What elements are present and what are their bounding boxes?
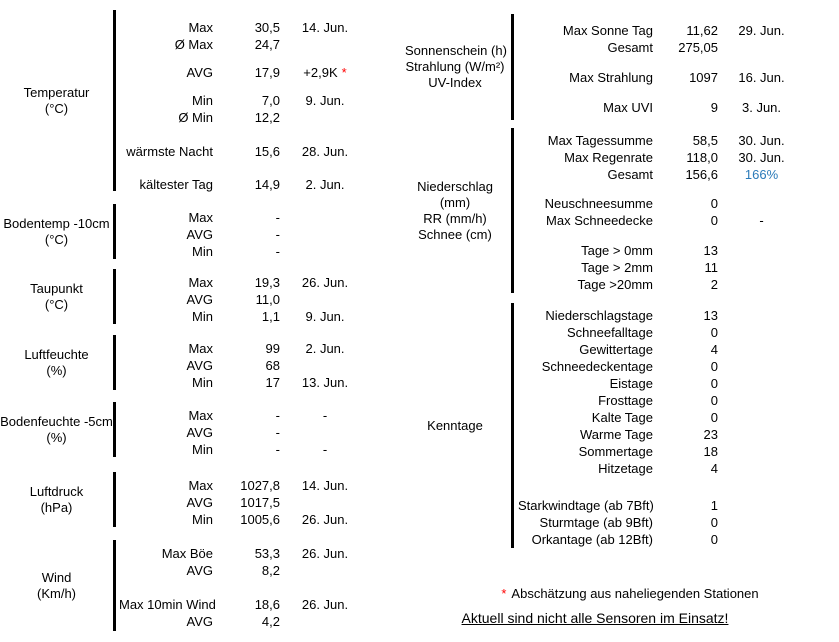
row-date (280, 64, 370, 81)
row-label: Ø Max (174, 37, 213, 52)
row-label: Sturmtage (ab 9Bft) (539, 515, 653, 530)
row-date: 30. Jun. (738, 150, 785, 165)
row-label: Niederschlagstage (545, 308, 653, 323)
row-value: 58,5 (692, 133, 718, 148)
row-label: Gesamt (607, 40, 653, 55)
row-value: 2 (710, 277, 718, 292)
row-date (280, 357, 370, 374)
row-value: - (275, 227, 280, 242)
row-value: 1027,8 (240, 478, 280, 493)
table-row (119, 226, 370, 243)
row-label: AVG (186, 495, 213, 510)
table-row (518, 409, 718, 426)
section-title-2: Strahlung (W/m²) (405, 59, 505, 74)
row-value: 30,5 (254, 20, 280, 35)
section-divider (511, 303, 514, 548)
table-row (119, 562, 370, 579)
row-value: 13 (703, 243, 718, 258)
row-date-text: 28. Jun. (301, 144, 349, 159)
row-label: Max (188, 341, 213, 356)
row-value: 99 (265, 341, 280, 356)
section-divider (113, 10, 116, 191)
table-row (119, 494, 370, 511)
table-row (119, 511, 370, 528)
niederschlag-label (405, 128, 505, 293)
section-unit: (%) (46, 362, 67, 378)
section-unit: (°C) (44, 296, 69, 312)
taupunkt-section (0, 269, 375, 324)
table-row (119, 36, 370, 53)
row-date-text: +2,9K (303, 65, 338, 80)
table-row (119, 109, 370, 126)
section-divider (113, 540, 116, 631)
row-label: Max (188, 478, 213, 493)
row-date: 3. Jun. (741, 100, 782, 115)
row-label: AVG (186, 292, 213, 307)
bodenfeuchte-label (0, 402, 113, 457)
table-row (119, 596, 370, 613)
row-date: 14. Jun. (301, 478, 349, 493)
table-row (119, 308, 370, 325)
row-date (280, 209, 370, 226)
row-value: 1,1 (261, 309, 280, 324)
table-row (518, 99, 805, 116)
niederschlag-rows (518, 132, 805, 293)
section-unit: (°C) (44, 100, 69, 116)
section-divider (511, 128, 514, 293)
row-value: 0 (710, 393, 718, 408)
row-date (280, 226, 370, 243)
niederschlag-section (405, 128, 815, 293)
row-value: - (275, 442, 280, 457)
bodenfeuchte-section (0, 402, 375, 457)
row-value: 1 (710, 498, 718, 513)
row-label: AVG (186, 227, 213, 242)
kenntage-label (405, 303, 505, 548)
row-date (718, 242, 805, 259)
row-date: 30. Jun. (738, 133, 785, 148)
row-date-text: 14. Jun. (301, 20, 349, 35)
row-value: 1017,5 (240, 495, 280, 510)
footnote-text: Abschätzung aus naheliegenden Stationen (511, 586, 759, 601)
bodentemp-section (0, 204, 375, 259)
section-title-3: UV-Index (428, 75, 482, 90)
row-date (280, 291, 370, 308)
row-date: 9. Jun. (305, 309, 345, 324)
section-unit: (%) (46, 429, 67, 445)
row-value: 13 (703, 308, 718, 323)
row-date: - (322, 408, 328, 423)
row-label: Min (192, 309, 213, 324)
table-row (119, 374, 370, 391)
wind-rows (119, 545, 370, 630)
row-label: Gewittertage (579, 342, 653, 357)
table-row (119, 19, 370, 36)
row-date: 166% (744, 167, 779, 182)
row-value: - (275, 408, 280, 423)
row-value: 19,3 (254, 275, 280, 290)
sensor-warning: Aktuell sind nicht alle Sensoren im Einsatz! (461, 610, 729, 626)
row-value: 11,62 (686, 23, 718, 38)
section-title: Niederschlag (417, 178, 493, 194)
table-row (518, 39, 805, 56)
row-label: Tage > 2mm (581, 260, 653, 275)
section-title: Taupunkt (30, 280, 83, 296)
table-row (518, 212, 805, 229)
row-date-text: 2. Jun. (305, 177, 345, 192)
temperatur-section (0, 10, 375, 191)
row-label: Max Böe (161, 546, 213, 561)
row-date: 26. Jun. (301, 597, 349, 612)
row-label: Frosttage (598, 393, 653, 408)
section-title: Luftfeuchte (24, 346, 89, 362)
row-date: 26. Jun. (301, 512, 349, 527)
kenntage-section (405, 303, 815, 548)
row-value: 15,6 (254, 144, 280, 159)
taupunkt-rows (119, 274, 370, 325)
row-label: Neuschneesumme (544, 196, 653, 211)
table-row (119, 424, 370, 441)
row-label: Max Schneedecke (546, 213, 653, 228)
row-label: AVG (186, 563, 213, 578)
row-label: AVG (186, 65, 213, 80)
row-date (280, 143, 370, 160)
row-date (280, 92, 370, 109)
row-date (280, 243, 370, 260)
row-value: 0 (710, 376, 718, 391)
table-row (119, 357, 370, 374)
luftfeuchte-rows (119, 340, 370, 391)
row-label: Max Regenrate (564, 150, 653, 165)
row-label: Max (188, 210, 213, 225)
row-value: 0 (710, 359, 718, 374)
table-row (518, 149, 805, 166)
table-row (119, 92, 370, 109)
row-label: Schneefalltage (566, 325, 653, 340)
section-unit: (mm) (439, 194, 471, 210)
table-row (518, 242, 805, 259)
sonnenschein-section (405, 14, 815, 120)
row-label: Max Tagessumme (547, 133, 653, 148)
table-row (518, 324, 718, 341)
section-title-3: Schnee (cm) (418, 226, 492, 242)
table-row (119, 243, 370, 260)
section-divider (511, 14, 514, 120)
row-label: Max UVI (603, 100, 653, 115)
row-value: 0 (710, 532, 718, 547)
luftdruck-label (0, 472, 113, 527)
row-value: 0 (710, 325, 718, 340)
table-row (518, 460, 718, 477)
row-value: 24,7 (254, 37, 280, 52)
row-date (280, 494, 370, 511)
row-date (280, 19, 370, 36)
row-date: 29. Jun. (738, 23, 785, 38)
row-value: 68 (265, 358, 280, 373)
row-date (718, 39, 805, 56)
row-label: Schneedeckentage (541, 359, 653, 374)
row-label: AVG (186, 425, 213, 440)
estimate-asterisk: * (341, 65, 347, 80)
luftdruck-rows (119, 477, 370, 528)
row-date: 2. Jun. (305, 341, 345, 356)
section-title: Sonnenschein (h) (405, 43, 507, 58)
row-date (280, 424, 370, 441)
row-label: AVG (186, 614, 213, 629)
row-value: 17 (265, 375, 280, 390)
row-value: 0 (710, 515, 718, 530)
row-label: Ø Min (178, 110, 213, 125)
sonnenschein-rows (518, 22, 805, 116)
row-date: 26. Jun. (301, 546, 349, 561)
section-title: Wind (41, 569, 72, 585)
row-value: 4 (710, 342, 718, 357)
row-value: 0 (710, 410, 718, 425)
row-label: Sommertage (578, 444, 653, 459)
table-row (518, 514, 718, 531)
row-date (280, 36, 370, 53)
table-row (518, 307, 718, 324)
section-divider (113, 269, 116, 324)
section-divider (113, 204, 116, 259)
row-value: 1097 (689, 70, 718, 85)
temperatur-label (0, 10, 113, 191)
row-label: AVG (186, 358, 213, 373)
section-divider (113, 402, 116, 457)
section-title: Bodenfeuchte -5cm (0, 413, 113, 429)
table-row (518, 22, 805, 39)
row-value: 18 (703, 444, 718, 459)
footnote-asterisk: * (501, 586, 507, 601)
row-label: Min (192, 375, 213, 390)
table-row (119, 143, 370, 160)
table-row (518, 358, 718, 375)
row-label: Max Strahlung (569, 70, 653, 85)
table-row (518, 195, 805, 212)
row-value: 18,6 (254, 597, 280, 612)
table-row (518, 375, 718, 392)
table-row (518, 166, 805, 183)
table-row (518, 259, 805, 276)
section-title: Temperatur (23, 84, 90, 100)
row-value: 1005,6 (240, 512, 280, 527)
section-divider (113, 335, 116, 390)
table-row (518, 443, 718, 460)
row-date (280, 613, 370, 630)
table-row (518, 392, 718, 409)
row-label: Eistage (609, 376, 653, 391)
row-label: Hitzetage (598, 461, 653, 476)
table-row (518, 276, 805, 293)
row-value: 11 (704, 260, 718, 275)
row-label: Min (192, 244, 213, 259)
row-date: - (759, 213, 764, 228)
row-value: 12,2 (254, 110, 280, 125)
row-label: Starkwindtage (ab 7Bft) (518, 498, 654, 513)
row-label: Max (188, 408, 213, 423)
table-row (518, 426, 718, 443)
wind-label (0, 540, 113, 631)
section-title: Luftdruck (29, 483, 84, 499)
table-row (119, 407, 370, 424)
row-value: 4,2 (261, 614, 280, 629)
row-value: 7,0 (261, 93, 280, 108)
row-value: 11,0 (255, 292, 280, 307)
row-label: Orkantage (ab 12Bft) (531, 532, 653, 547)
row-value: 156,6 (685, 167, 718, 182)
row-value: 9 (710, 100, 718, 115)
section-title: Kenntage (427, 417, 483, 433)
table-row (518, 497, 718, 514)
row-label: Warme Tage (580, 427, 653, 442)
row-label: wärmste Nacht (126, 144, 213, 159)
table-row (119, 291, 370, 308)
row-label: Tage > 0mm (581, 243, 653, 258)
table-row (119, 340, 370, 357)
section-title: Bodentemp -10cm (3, 215, 110, 231)
section-unit: (°C) (44, 231, 69, 247)
row-date (718, 195, 805, 212)
luftfeuchte-section (0, 335, 375, 390)
row-label: Min (192, 442, 213, 457)
row-value: - (275, 210, 280, 225)
row-value: 53,3 (254, 546, 280, 561)
row-value: 118,0 (686, 150, 718, 165)
row-label: Max (188, 20, 213, 35)
row-date (280, 176, 370, 193)
kenntage-rows (518, 307, 718, 548)
row-date-text: 9. Jun. (305, 93, 345, 108)
section-unit: (hPa) (40, 499, 73, 515)
row-date (718, 276, 805, 293)
sonnenschein-label (405, 14, 505, 120)
row-date (280, 109, 370, 126)
table-row (518, 132, 805, 149)
row-label: Gesamt (607, 167, 653, 182)
table-row (518, 531, 718, 548)
luftdruck-section (0, 472, 375, 527)
row-value: 0 (710, 213, 718, 228)
table-row (119, 477, 370, 494)
row-label: Tage >20mm (577, 277, 653, 292)
row-value: 4 (710, 461, 718, 476)
row-label: Min (192, 512, 213, 527)
bodentemp-rows (119, 209, 370, 260)
row-value: 23 (703, 427, 718, 442)
section-divider (113, 472, 116, 527)
row-value: - (275, 244, 280, 259)
row-label: Kalte Tage (591, 410, 653, 425)
table-row (119, 274, 370, 291)
table-row (119, 613, 370, 630)
wind-section (0, 540, 375, 631)
row-date: - (322, 442, 328, 457)
temperatur-rows (119, 19, 370, 193)
footnote (455, 586, 805, 601)
row-label: Min (192, 93, 213, 108)
row-date: 26. Jun. (301, 275, 349, 290)
table-row (518, 341, 718, 358)
row-value: 14,9 (254, 177, 280, 192)
section-title-2: RR (mm/h) (423, 210, 487, 226)
table-row (119, 441, 370, 458)
row-value: 275,05 (678, 40, 718, 55)
table-row (119, 545, 370, 562)
row-date: 13. Jun. (301, 375, 349, 390)
row-value: 17,9 (254, 65, 280, 80)
table-row (119, 209, 370, 226)
table-row (119, 176, 370, 193)
row-label: Max Sonne Tag (562, 23, 653, 38)
table-row (518, 69, 805, 86)
section-unit: (Km/h) (37, 585, 76, 601)
table-row (119, 64, 370, 81)
row-label: Max (188, 275, 213, 290)
row-label: kältester Tag (139, 177, 213, 192)
bodenfeuchte-rows (119, 407, 370, 458)
row-date (718, 259, 805, 276)
taupunkt-label (0, 269, 113, 324)
row-value: 0 (710, 196, 718, 211)
row-value: 8,2 (261, 563, 280, 578)
row-value: - (275, 425, 280, 440)
row-date (280, 562, 370, 579)
bodentemp-label (0, 204, 113, 259)
row-date: 16. Jun. (738, 70, 785, 85)
luftfeuchte-label (0, 335, 113, 390)
row-label: Max 10min Wind (119, 597, 216, 612)
